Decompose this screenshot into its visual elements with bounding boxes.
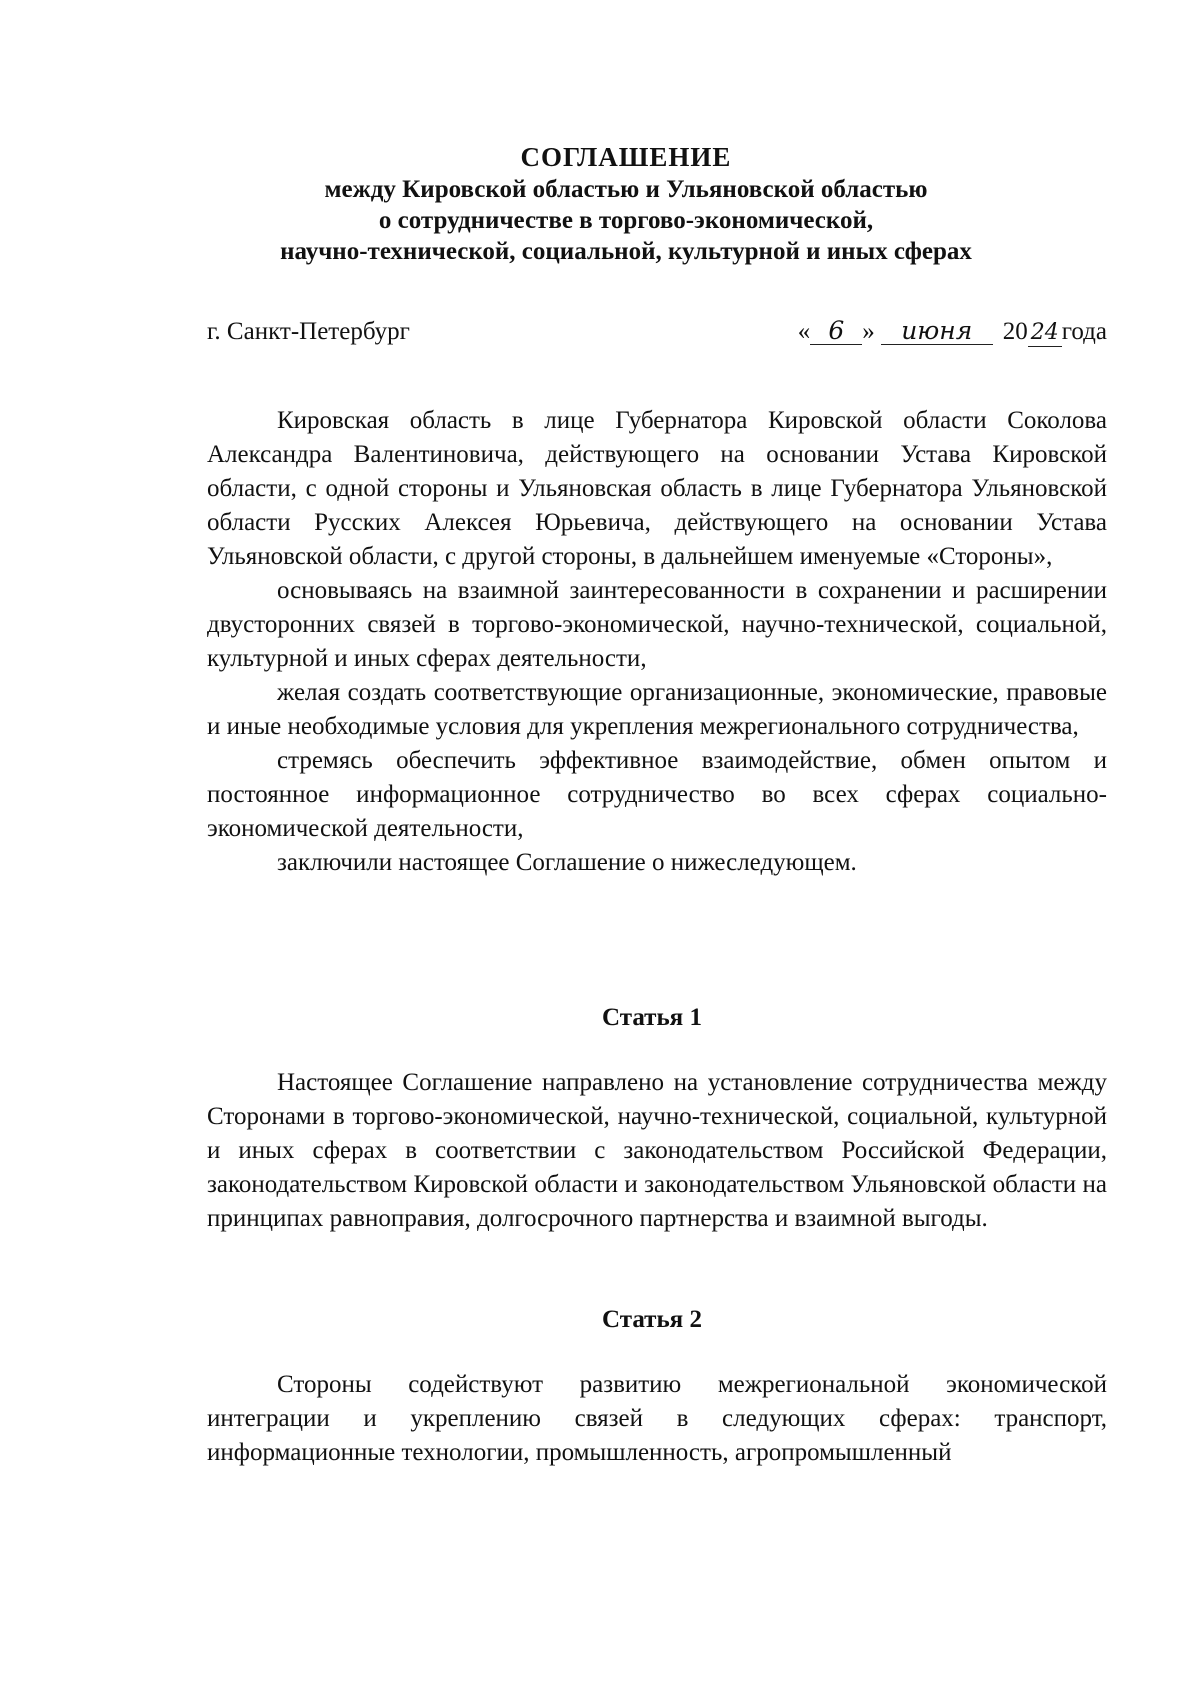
signing-date xyxy=(798,318,1107,347)
preamble-paragraph-1: Кировская область в лице Губернатора Кировской области Соколова Александра Валентиновича, действующего на основании Устава Кировской области, с одной стороны и Ульяновская область в лице Губернатора Ульяновской области Русских Алексея Юрьевича, действующего на основании Устава Ульяновской области, с другой стороны, в дальнейшем именуемые «Стороны», xyxy=(207,407,1107,570)
date-open-quote: « xyxy=(797,318,811,345)
subtitle-line-3: научно-технической, социальной, культурной и иных сферах xyxy=(280,238,972,265)
date-day-handwritten: 6 xyxy=(810,318,862,345)
place-date-row xyxy=(207,318,1107,354)
preamble xyxy=(207,404,1107,880)
date-close-quote: » xyxy=(862,318,875,345)
preamble-paragraph-3: желая создать соответствующие организационные, экономические, правовые и иные необходимые условия для укрепления межрегионального сотрудничества, xyxy=(207,679,1107,740)
signing-place: г. Санкт-Петербург xyxy=(207,318,410,345)
preamble-paragraph-2: основываясь на взаимной заинтересованности в сохранении и расширении двусторонних связей в торгово-экономической, научно-технической, социальной, культурной и иных сферах деятельности, xyxy=(207,577,1107,672)
date-year-prefix: 20 xyxy=(1002,318,1028,345)
article-2-text: Стороны содействуют развитию межрегиональной экономической интеграции и укреплению связей в следующих сферах: транспорт, информационные технологии, промышленность, агропромышленный xyxy=(207,1371,1107,1466)
subtitle-line-2: о сотрудничестве в торгово-экономической, xyxy=(378,207,874,234)
article-1-body xyxy=(207,1066,1107,1236)
article-2-heading: Статья 2 xyxy=(602,1306,702,1333)
date-year-handwritten: 24 xyxy=(1028,320,1062,347)
date-year-word: года xyxy=(1061,318,1107,345)
article-1-text: Настоящее Соглашение направлено на установление сотрудничества между Сторонами в торгово-экономической, научно-технической, социальной, культурной и иных сферах в соответствии с законодательством Российской Федерации, законодательством Кировской области и законодательством Ульяновской области на принципах равноправия, долгосрочного партнерства и взаимной выгоды. xyxy=(207,1069,1107,1232)
article-2-body xyxy=(207,1368,1107,1470)
article-1-heading: Статья 1 xyxy=(602,1004,702,1031)
document-title: СОГЛАШЕНИЕ xyxy=(520,142,732,172)
date-month-handwritten: июня xyxy=(881,318,993,345)
preamble-paragraph-5: заключили настоящее Соглашение о нижеследующем. xyxy=(277,849,857,876)
subtitle-line-1: между Кировской областью и Ульяновской областью xyxy=(324,176,928,203)
preamble-paragraph-4: стремясь обеспечить эффективное взаимодействие, обмен опытом и постоянное информационное сотрудничество во всех сферах социально-экономической деятельности, xyxy=(207,747,1107,842)
title-block xyxy=(0,140,1200,267)
